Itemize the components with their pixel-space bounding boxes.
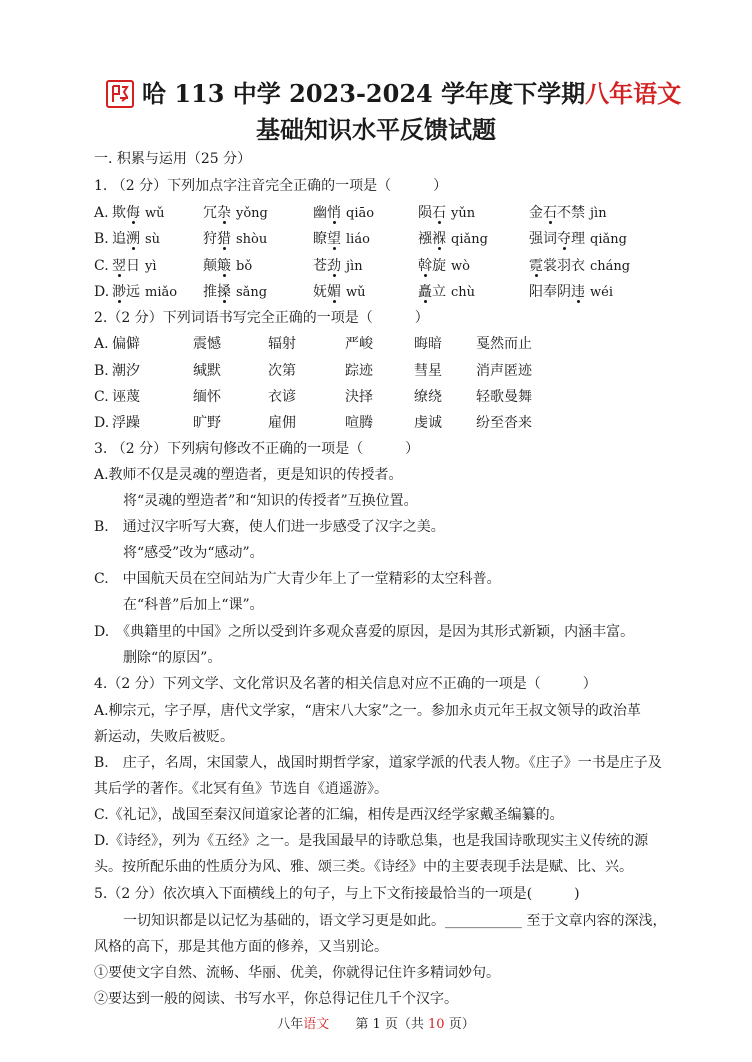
- question-5-stem: 5.（2 分）依次填入下面横线上的句子，与上下文衔接最恰当的一项是( ): [94, 886, 580, 902]
- pinyin: jìn: [590, 206, 607, 221]
- word-item: 次第: [268, 363, 296, 379]
- question-4-line: 头。按所配乐曲的性质分为风、雅、颂三类。《诗经》中的主要表现手法是赋、比、兴。: [94, 859, 633, 875]
- word-part: 妩: [313, 284, 327, 300]
- pinyin: miǎo: [145, 285, 178, 300]
- word-part: 立: [432, 284, 446, 300]
- dotted-character: 渺: [112, 284, 126, 300]
- pinyin: cháng: [590, 259, 631, 274]
- dotted-character: 褓: [432, 231, 446, 247]
- word-part: 冗: [203, 205, 217, 221]
- pinyin: chù: [451, 285, 476, 300]
- option-letter: C.: [94, 389, 109, 405]
- question-5-item: ②要达到一般的阅读、书写水平，你总得记住几千个汉字。: [94, 991, 458, 1007]
- pinyin: bǒ: [236, 259, 253, 274]
- question-4-line: 其后学的著作。《北冥有鱼》节选自《逍遥游》。: [94, 781, 388, 797]
- pinyin: qiǎng: [451, 232, 488, 247]
- pinyin: yǒng: [236, 206, 268, 221]
- word-item: 戛然而止: [476, 336, 532, 352]
- question-4-line: B. 庄子，名周，宋国蒙人，战国时期哲学家，道家学派的代表人物。《庄子》一书是庄子及: [94, 755, 662, 771]
- pinyin-item: [203, 229, 267, 250]
- word-item: 轻歌曼舞: [476, 389, 532, 405]
- pinyin: wǔ: [145, 206, 165, 221]
- pinyin: liáo: [346, 232, 370, 247]
- word-item: 缄默: [193, 363, 221, 379]
- question-4-line: C.《礼记》，战国至秦汉间道家论著的汇编，相传是西汉经学家戴圣编纂的。: [94, 807, 564, 823]
- question-5-passage: 一切知识都是以记忆为基础的，语文学习更是如此。___________ 至于文章内容的深浅，: [123, 913, 667, 929]
- dotted-character: 猎: [217, 231, 231, 247]
- word-part: 强词: [529, 231, 557, 247]
- pinyin: yǔn: [451, 206, 476, 221]
- exam-subtitle: 基础知识水平反馈试题: [256, 115, 496, 144]
- pinyin: qiāo: [346, 206, 375, 221]
- word-part: 裳羽衣: [543, 258, 585, 274]
- option-letter: D.: [94, 284, 110, 300]
- footer-subject: 语文: [303, 1017, 330, 1032]
- footer-page-prefix: 第 1 页（共: [355, 1017, 424, 1032]
- question-4-line: 新运动，失败后被贬。: [94, 729, 234, 745]
- word-part: 不禁: [557, 205, 585, 221]
- dotted-character: 侮: [126, 205, 140, 221]
- question-4-line: D.《诗经》，列为《五经》之一。是我国最早的诗歌总集，也是我国诗歌现实主义传统的源: [94, 833, 649, 849]
- dotted-character: 石: [432, 205, 446, 221]
- question-5-passage: 风格的高下，那是其他方面的修养，又当别论。: [94, 939, 388, 955]
- dotted-character: 矗: [418, 284, 432, 300]
- word-item: 虔诚: [414, 415, 442, 431]
- pinyin-item: [203, 256, 252, 277]
- dotted-character: 搡: [217, 284, 231, 300]
- word-part: 陨: [418, 205, 432, 221]
- word-item: 雇佣: [268, 415, 296, 431]
- dotted-character: 石: [543, 205, 557, 221]
- word-part: 欺: [112, 205, 126, 221]
- title-prefix: 哈 113 中学 2023-2024 学年度下学期: [142, 79, 586, 108]
- dotted-character: 斡: [418, 258, 432, 274]
- option-letter: B.: [94, 231, 109, 247]
- pinyin: qiǎng: [590, 232, 627, 247]
- dotted-character: 违: [571, 284, 585, 300]
- pinyin: wǔ: [346, 285, 366, 300]
- question-3-fix-c: 在“科普”后加上“课”。: [123, 597, 264, 613]
- footer-page-suffix: 页）: [448, 1017, 475, 1032]
- exam-title: [142, 76, 681, 112]
- word-item: 诬蔑: [112, 389, 140, 405]
- word-part: 狩: [203, 231, 217, 247]
- pinyin: wéi: [590, 285, 613, 300]
- dotted-character: 劲: [327, 258, 341, 274]
- word-item: 纷至沓来: [476, 415, 532, 431]
- word-part: 推: [203, 284, 217, 300]
- pinyin-item: [418, 229, 488, 250]
- dotted-character: 溯: [126, 231, 140, 247]
- pinyin: shòu: [236, 232, 268, 247]
- word-item: 旷野: [193, 415, 221, 431]
- footer-page-total: 10: [428, 1017, 445, 1032]
- page-footer: [0, 1015, 752, 1035]
- question-3-fix-d: 删除“的原因”。: [123, 650, 222, 666]
- pinyin-item: [112, 256, 157, 277]
- pinyin-item: [529, 203, 607, 224]
- word-part: 旋: [432, 258, 446, 274]
- question-4-line: A.柳宗元，字子厚，唐代文学家，“唐宋八大家”之一。参加永贞元年王叔文领导的政治革: [94, 703, 641, 719]
- dotted-character: 夺: [557, 231, 571, 247]
- question-3-option-a: A.教师不仅是灵魂的塑造者，更是知识的传授者。: [94, 467, 403, 483]
- word-part: 阳奉阴: [529, 284, 571, 300]
- dotted-character: 悄: [327, 205, 341, 221]
- option-letter: B.: [94, 363, 109, 379]
- pinyin-item: [418, 256, 470, 277]
- word-item: 震憾: [193, 336, 221, 352]
- word-item: 喧腾: [345, 415, 373, 431]
- question-3-option-b: B. 通过汉字听写大赛，使人们进一步感受了汉字之美。: [94, 519, 445, 535]
- pinyin-item: [313, 229, 370, 250]
- question-2-stem: 2.（2 分）下列词语书写完全正确的一项是（ ）: [94, 310, 429, 326]
- word-item: 缅怀: [193, 389, 221, 405]
- question-5-item: ①要使文字自然、流畅、华丽、优美，你就得记住许多精词妙句。: [94, 965, 500, 981]
- word-item: 決择: [345, 389, 373, 405]
- school-logo-icon: [106, 80, 134, 108]
- pinyin: jìn: [346, 259, 363, 274]
- word-item: 彗星: [414, 363, 442, 379]
- question-3-fix-a: 将“灵魂的塑造者”和“知识的传授者”互换位置。: [123, 493, 418, 509]
- pinyin-item: [313, 282, 366, 303]
- pinyin-item: [529, 256, 630, 277]
- word-item: 晦暗: [414, 336, 442, 352]
- word-item: 缭绕: [414, 389, 442, 405]
- word-item: 辐射: [268, 336, 296, 352]
- word-part: 幽: [313, 205, 327, 221]
- option-letter: A.: [94, 205, 109, 221]
- footer-subject-prefix: 八年: [277, 1017, 304, 1032]
- word-item: 潮汐: [112, 363, 140, 379]
- word-part: 颠: [203, 258, 217, 274]
- question-1-stem: 1. （2 分）下列加点字注音完全正确的一项是（ ）: [94, 178, 448, 194]
- word-item: 偏僻: [112, 336, 140, 352]
- question-3-fix-b: 将“感受”改为“感动”。: [123, 545, 264, 561]
- dotted-character: 霓: [529, 258, 543, 274]
- word-part: 追: [112, 231, 126, 247]
- pinyin-item: [203, 282, 267, 303]
- word-part: 理: [571, 231, 585, 247]
- pinyin-item: [418, 282, 475, 303]
- pinyin-item: [203, 203, 268, 224]
- pinyin-item: [529, 282, 613, 303]
- dotted-character: 翌: [112, 258, 126, 274]
- option-letter: A.: [94, 336, 109, 352]
- word-part: 瞭: [313, 231, 327, 247]
- pinyin: sù: [145, 232, 161, 247]
- dotted-character: 杂: [217, 205, 231, 221]
- word-item: 浮躁: [112, 415, 140, 431]
- word-part: 金: [529, 205, 543, 221]
- word-item: 消声匿迹: [476, 363, 532, 379]
- word-item: 衣谚: [268, 389, 296, 405]
- word-part: 远: [126, 284, 140, 300]
- word-item: 踪迹: [345, 363, 373, 379]
- pinyin-item: [313, 203, 374, 224]
- word-part: 襁: [418, 231, 432, 247]
- question-3-option-d: D. 《典籍里的中国》之所以受到许多观众喜爱的原因，是因为其形式新颖，内涵丰富。: [94, 624, 635, 640]
- pinyin-item: [112, 282, 177, 303]
- dotted-character: 簸: [217, 258, 231, 274]
- word-item: 严峻: [345, 336, 373, 352]
- pinyin: yì: [145, 259, 157, 274]
- pinyin-item: [112, 229, 160, 250]
- pinyin: sǎng: [236, 285, 268, 300]
- word-part: 苍: [313, 258, 327, 274]
- option-letter: C.: [94, 258, 109, 274]
- dotted-character: 望: [327, 231, 341, 247]
- question-4-stem: 4.（2 分）下列文学、文化常识及名著的相关信息对应不正确的一项是（ ）: [94, 676, 597, 692]
- pinyin-item: [112, 203, 165, 224]
- question-3-option-c: C. 中国航天员在空间站为广大青少年上了一堂精彩的太空科普。: [94, 571, 501, 587]
- section-heading: 一. 积累与运用（25 分）: [94, 151, 252, 167]
- pinyin: wò: [451, 259, 470, 274]
- title-subject: 八年语文: [585, 79, 682, 108]
- word-part: 日: [126, 258, 140, 274]
- dotted-character: 媚: [327, 284, 341, 300]
- pinyin-item: [529, 229, 627, 250]
- question-3-stem: 3. （2 分）下列病句修改不正确的一项是（ ）: [94, 441, 420, 457]
- option-letter: D.: [94, 415, 110, 431]
- pinyin-item: [313, 256, 363, 277]
- pinyin-item: [418, 203, 475, 224]
